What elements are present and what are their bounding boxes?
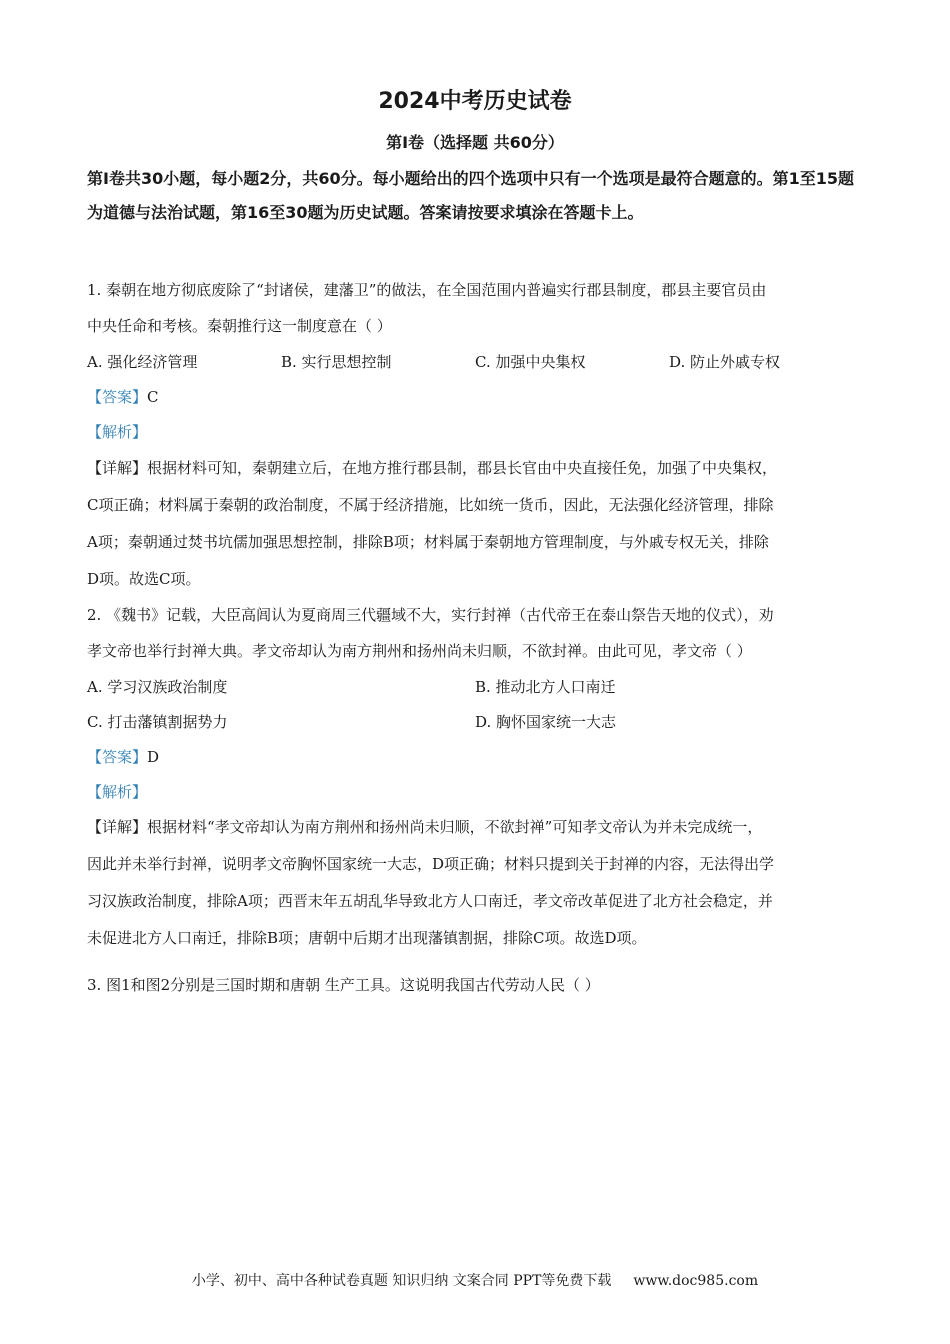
answer-label: 【答案】	[87, 388, 148, 406]
page-footer	[0, 1270, 950, 1290]
analysis-label: 【解析】	[87, 423, 148, 441]
footer-url[interactable]: www.doc985.com	[633, 1273, 759, 1289]
footer-text: 小学、初中、高中各种试卷真题 知识归纳 文案合同 PPT等免费下载	[191, 1273, 612, 1289]
answer-value: D	[147, 748, 160, 766]
section-instructions: 第Ⅰ卷共30小题，每小题2分，共60分。每小题给出的四个选项中只有一个选项是最符合题意的。第1至15题为道德与法治试题，第16至30题为历史试题。答案请按要求填涂在答题卡上。	[87, 169, 855, 222]
q2-detail-line-2: 因此并未举行封禅，说明孝文帝胸怀国家统一大志，D项正确；材料只提到关于封禅的内容，无法得出学	[87, 855, 775, 873]
section-subtitle: 第Ⅰ卷（选择题 共60分）	[386, 133, 564, 152]
q2-answer	[87, 747, 863, 767]
q1-detail-line-1	[87, 458, 863, 478]
q1-stem-line-2: 中央任命和考核。秦朝推行这一制度意在（ ）	[87, 317, 392, 335]
q2-detail-line-1	[87, 817, 863, 837]
q1-detail-line-4: D项。故选C项。	[87, 570, 201, 588]
q2-option-c: C. 打击藩镇割据势力	[87, 713, 228, 731]
q2-option-b: B. 推动北方人口南迁	[475, 678, 616, 696]
q2-option-a: A. 学习汉族政治制度	[87, 678, 228, 696]
q2-analysis	[87, 782, 863, 802]
q1-option-c: C. 加强中央集权	[475, 353, 586, 371]
q1-detail-line-3: A项；秦朝通过焚书坑儒加强思想控制，排除B项；材料属于秦朝地方管理制度，与外戚专权无关，排除	[87, 533, 769, 551]
q1-answer	[87, 387, 863, 407]
detail-label: 【详解】	[87, 818, 148, 836]
answer-label: 【答案】	[87, 748, 148, 766]
q2-detail-line-4: 未促进北方人口南迁，排除B项；唐朝中后期才出现藩镇割据，排除C项。故选D项。	[87, 929, 647, 947]
q2-option-d: D. 胸怀国家统一大志	[475, 713, 617, 731]
q1-option-d: D. 防止外戚专权	[669, 353, 781, 371]
answer-value: C	[147, 388, 159, 406]
q2-detail-line-3: 习汉族政治制度，排除A项；西晋末年五胡乱华导致北方人口南迁，孝文帝改革促进了北方社会稳定，并	[87, 892, 773, 910]
q2-stem-line-1: 2. 《魏书》记载，大臣高闾认为夏商周三代疆域不大，实行封禅（古代帝王在泰山祭告天地的仪式），劝	[87, 606, 774, 624]
q3-stem: 3. 图1和图2分别是三国时期和唐朝 生产工具。这说明我国古代劳动人民（ ）	[87, 976, 600, 994]
q2-stem-line-2: 孝文帝也举行封禅大典。孝文帝却认为南方荆州和扬州尚未归顺，不欲封禅。由此可见，孝文帝（ ）	[87, 642, 752, 660]
detail-label: 【详解】	[87, 459, 148, 477]
detail-text: 根据材料可知，秦朝建立后，在地方推行郡县制，郡县长官由中央直接任免，加强了中央集权，	[147, 459, 778, 477]
q1-stem-line-1: 1. 秦朝在地方彻底废除了“封诸侯，建藩卫”的做法，在全国范围内普遍实行郡县制度，郡县主要官员由	[87, 281, 767, 299]
q1-option-b: B. 实行思想控制	[281, 353, 392, 371]
q1-detail-line-2: C项正确；材料属于秦朝的政治制度，不属于经济措施，比如统一货币，因此，无法强化经济管理，排除	[87, 496, 774, 514]
q1-option-a: A. 强化经济管理	[87, 353, 198, 371]
q1-analysis	[87, 422, 863, 442]
analysis-label: 【解析】	[87, 783, 148, 801]
page-title: 2024中考历史试卷	[378, 89, 572, 114]
detail-text: 根据材料“孝文帝却认为南方荆州和扬州尚未归顺，不欲封禅”可知孝文帝认为并未完成统一，	[147, 818, 763, 836]
